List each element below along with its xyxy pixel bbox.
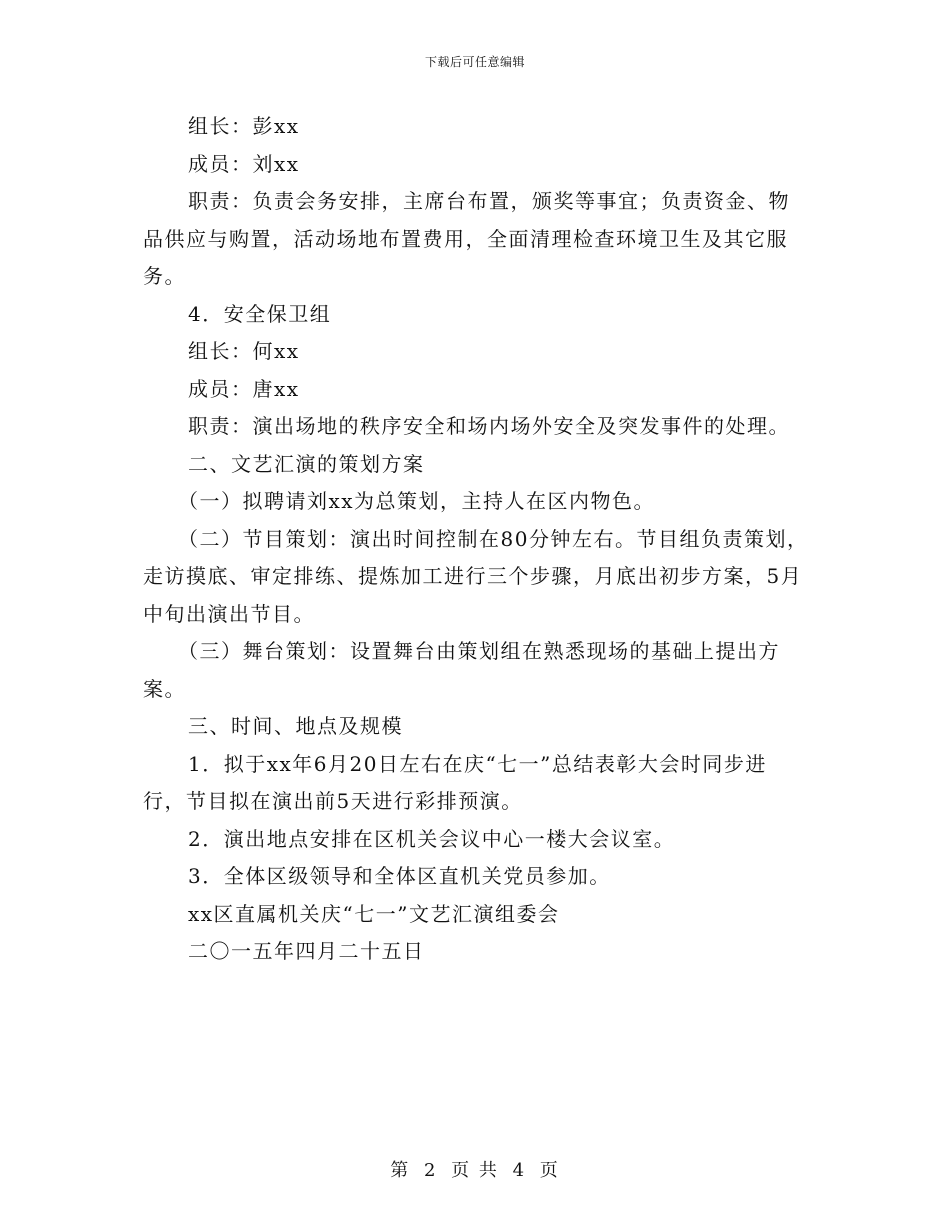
paragraph-line: 组长：彭xx [188,114,300,138]
section-heading: 三、时间、地点及规模 [188,714,403,738]
paragraph-line: （二）节目策划：演出时间控制在80分钟左右。节目组负责策划， [178,526,809,551]
paragraph-line: （三）舞台策划：设置舞台由策划组在熟悉现场的基础上提出方 [178,639,780,663]
document-body [143,108,823,971]
current-page-number: 2 [423,1160,438,1181]
paragraph-line: 1．拟于xx年6月20日左右在庆“七一”总结表彰大会时同步进 [188,751,767,776]
page-header-note: 下载后可任意编辑 [424,55,525,69]
footer-mid: 页 共 [451,1160,499,1181]
paragraph-line: 职责：演出场地的秩序安全和场内场外安全及突发事件的处理。 [188,414,790,438]
signature-organization: xx区直属机关庆“七一”文艺汇演组委会 [188,901,560,926]
paragraph-line: 成员：刘xx [188,151,300,176]
section-heading: 4．安全保卫组 [188,301,332,326]
paragraph-line: 成员：唐xx [188,376,300,401]
paragraph-line: 中旬出演出节目。 [143,601,315,626]
page-footer [0,1156,950,1182]
footer-prefix: 第 [390,1160,411,1181]
paragraph-line: 案。 [143,676,186,701]
paragraph-line: 走访摸底、审定排练、提炼加工进行三个步骤，月底出初步方案，5月 [143,564,803,588]
paragraph-line: 2．演出地点安排在区机关会议中心一楼大会议室。 [188,826,676,851]
total-page-number: 4 [512,1160,527,1181]
footer-suffix: 页 [539,1160,560,1181]
paragraph-line: 组长：何xx [188,339,300,363]
paragraph-line: （一）拟聘请刘xx为总策划，主持人在区内物色。 [178,489,656,513]
paragraph-line: 务。 [143,264,186,288]
paragraph-line: 3．全体区级领导和全体区直机关党员参加。 [188,864,611,888]
signature-date: 二〇一五年四月二十五日 [188,939,425,963]
paragraph-line: 职责：负责会务安排，主席台布置，颁奖等事宜；负责资金、物 [188,189,790,213]
section-heading: 二、文艺汇演的策划方案 [188,451,425,476]
paragraph-line: 行，节目拟在演出前5天进行彩排预演。 [143,789,523,813]
paragraph-line: 品供应与购置，活动场地布置费用，全面清理检查环境卫生及其它服 [143,226,788,251]
